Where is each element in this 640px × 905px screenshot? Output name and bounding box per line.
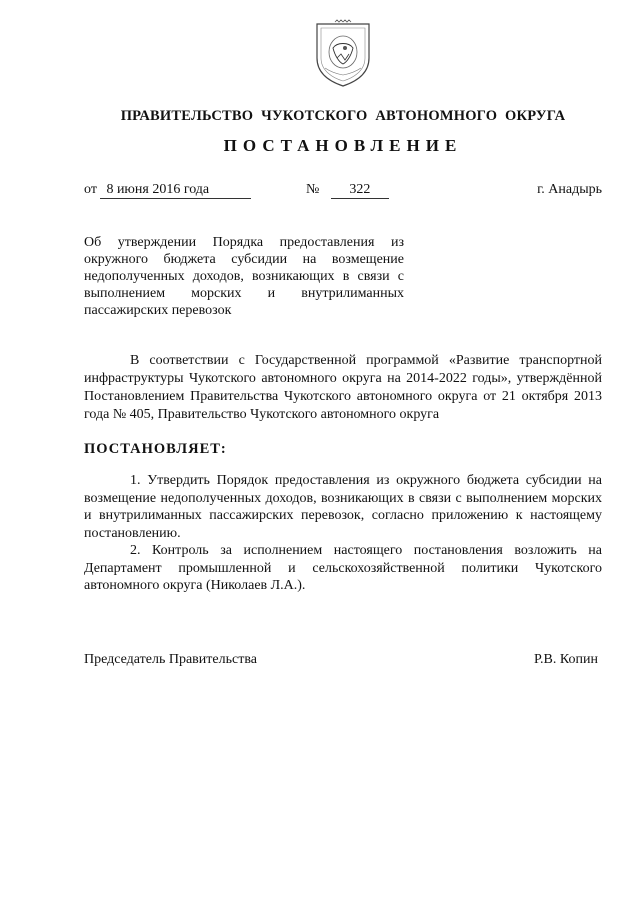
signatory-name: Р.В. Копин <box>534 652 598 667</box>
resolve-heading: ПОСТАНОВЛЯЕТ: <box>84 441 227 457</box>
resolution-point: 2. Контроль за исполнением настоящего постановления возложить на Департамент промышленной и сельскохозяйственной политики Чукотского автономного округа (Николаев Л.А.). <box>84 543 602 593</box>
document-subject: Об утверждении Порядка предоставления из окружного бюджета субсидии на возмещение недополученных доходов, возникающих в связи с выполнением морских и внутрилиманных пассажирских перевозок <box>84 235 404 318</box>
government-title: ПРАВИТЕЛЬСТВО ЧУКОТСКОГО АВТОНОМНОГО ОКРУГА <box>120 108 566 124</box>
resolution-point: 1. Утвердить Порядок предоставления из окружного бюджета субсидии на возмещение недополученных доходов, возникающих в связи с выполнением морских и внутрилиманных пассажирских перевозок, согласно приложению к настоящему постановлению. <box>84 473 602 541</box>
city: г. Анадырь <box>537 182 602 197</box>
resolution-points <box>84 472 602 595</box>
date-value: 8 июня 2016 года <box>100 182 251 199</box>
number-label: № <box>306 182 320 197</box>
number-value: 322 <box>331 182 389 199</box>
coat-of-arms-icon <box>311 18 375 88</box>
signatory-role: Председатель Правительства <box>84 652 257 667</box>
date-label: от <box>84 182 97 197</box>
preamble-paragraph: В соответствии с Государственной программой «Развитие транспортной инфраструктуры Чукотского автономного округа на 2014-2022 годы», утверждённой Постановлением Правительства Чукотского автономного округа от 21 октября 2013 года № 405, Правительство Чукотского автономного округа <box>84 353 602 422</box>
document-type: ПОСТАНОВЛЕНИЕ <box>223 136 463 155</box>
